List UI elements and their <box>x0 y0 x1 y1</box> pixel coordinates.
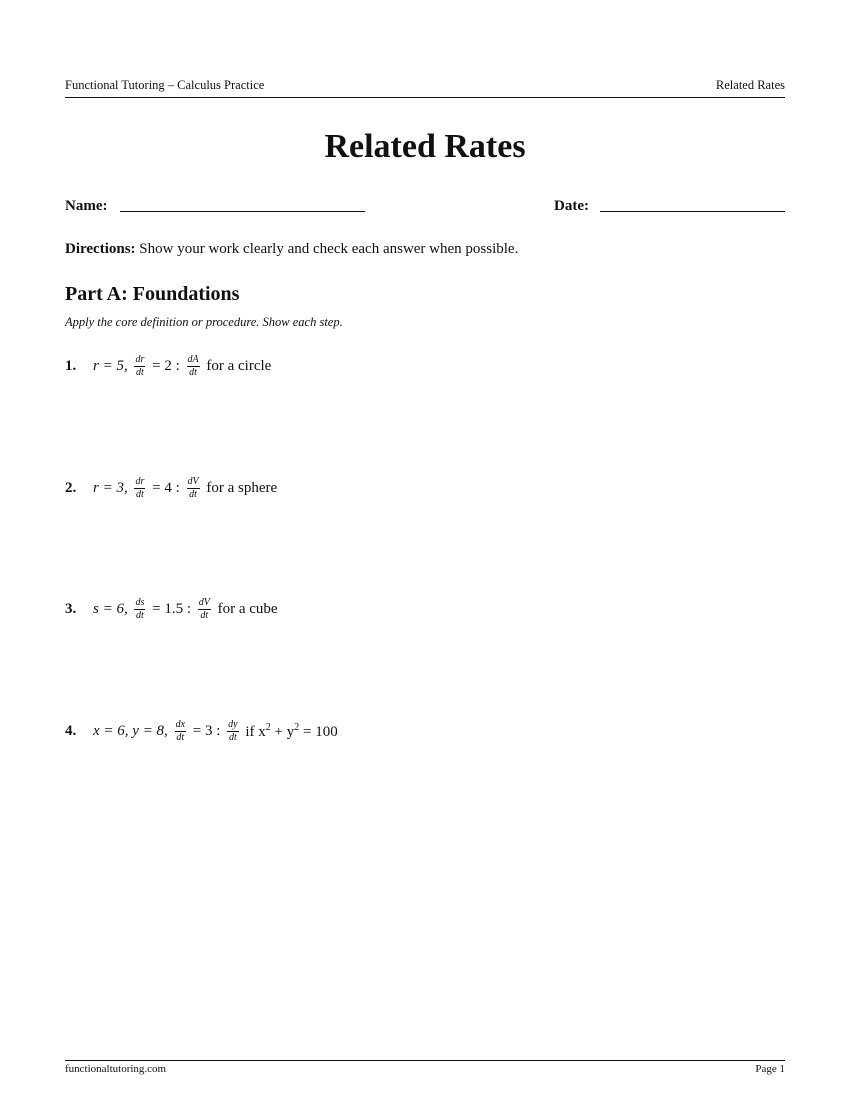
rate-value: = 4 : <box>148 479 184 496</box>
target-rate-fraction <box>187 477 200 500</box>
fraction-numerator: ds <box>135 596 145 608</box>
name-blank-line[interactable] <box>120 211 365 212</box>
fraction-numerator: dV <box>198 596 210 608</box>
target-rate-fraction <box>227 720 238 743</box>
problem-context <box>242 722 338 741</box>
given-rate-fraction <box>134 355 145 378</box>
fraction-numerator: dr <box>135 353 145 365</box>
given-values: r = 5, <box>93 357 132 374</box>
fraction-numerator: dr <box>135 475 145 487</box>
problem-number: 1. <box>65 357 77 374</box>
given-rate-fraction <box>175 720 186 743</box>
problem-2 <box>65 473 277 503</box>
directions <box>65 241 518 258</box>
problem-3 <box>65 594 278 624</box>
problem-number: 2. <box>65 479 77 496</box>
problem-4 <box>65 716 338 746</box>
part-a-heading: Part A: Foundations <box>65 283 240 305</box>
rate-value: = 1.5 : <box>148 600 195 617</box>
fraction-denominator: dt <box>189 366 197 378</box>
fraction-denominator: dt <box>136 609 144 621</box>
header-topic: Related Rates <box>715 78 785 92</box>
header-course-title: Functional Tutoring – Calculus Practice <box>65 78 265 92</box>
context-if-x: if x <box>241 723 266 740</box>
fraction-denominator: dt <box>176 731 185 743</box>
problem-expression <box>93 720 338 743</box>
given-rate-fraction <box>134 598 145 621</box>
fraction-denominator: dt <box>200 609 209 621</box>
page-footer <box>65 1060 785 1075</box>
given-values: s = 6, <box>93 600 132 617</box>
fraction-numerator: dA <box>187 353 199 365</box>
directions-label: Directions: <box>65 241 136 257</box>
target-rate-fraction <box>187 355 200 378</box>
fraction-denominator: dt <box>228 731 237 743</box>
fraction-denominator: dt <box>189 488 197 500</box>
problem-expression <box>93 355 271 378</box>
fraction-numerator: dV <box>187 475 199 487</box>
target-rate-fraction <box>198 598 211 621</box>
fraction-numerator: dx <box>175 718 186 730</box>
fraction-denominator: dt <box>136 488 144 500</box>
context-plus-y: + y <box>270 723 295 740</box>
problem-number: 4. <box>65 722 77 739</box>
date-blank-line[interactable] <box>600 211 785 212</box>
exponent: 2 <box>294 721 300 733</box>
given-values: r = 3, <box>93 479 132 496</box>
exponent: 2 <box>265 721 271 733</box>
rate-value: = 2 : <box>148 357 184 374</box>
rate-value: = 3 : <box>189 722 225 739</box>
part-a-subtitle: Apply the core definition or procedure. Show each step. <box>65 315 343 329</box>
given-rate-fraction <box>134 477 145 500</box>
page-number: Page 1 <box>755 1063 785 1075</box>
fraction-numerator: dy <box>228 718 238 730</box>
name-label: Name: <box>65 198 108 214</box>
problem-expression <box>93 598 278 621</box>
page-header <box>65 78 785 98</box>
name-field[interactable] <box>65 198 107 215</box>
problem-expression <box>93 477 277 500</box>
page-title: Related Rates <box>324 128 526 165</box>
date-label: Date: <box>554 198 589 214</box>
problem-context: for a circle <box>202 357 272 374</box>
context-equals: = 100 <box>299 723 338 740</box>
fraction-denominator: dt <box>136 366 144 378</box>
problem-context: for a cube <box>213 600 278 617</box>
directions-text: Show your work clearly and check each answer when possible. <box>135 241 519 257</box>
problem-1 <box>65 351 271 381</box>
problem-context: for a sphere <box>202 479 278 496</box>
problem-number: 3. <box>65 600 77 617</box>
date-field[interactable] <box>554 198 589 215</box>
footer-website: functionaltutoring.com <box>65 1063 167 1075</box>
given-values: x = 6, y = 8, <box>93 722 172 739</box>
